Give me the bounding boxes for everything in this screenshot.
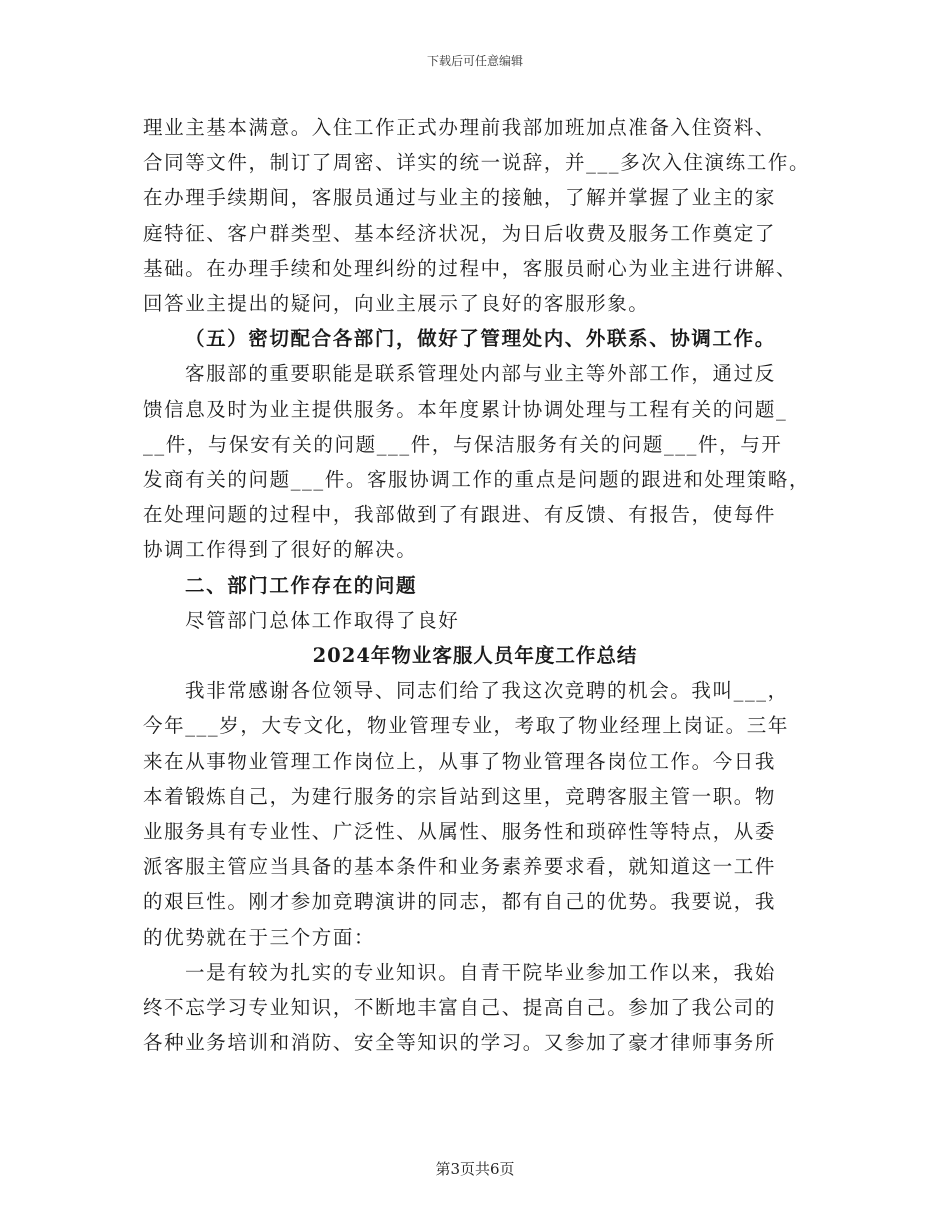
page-header: 下载后可任意编辑 [426, 54, 523, 68]
section-heading: （五）密切配合各部门，做好了管理处内、外联系、协调工作。 [185, 327, 776, 351]
paragraph-line: 庭特征、客户群类型、基本经济状况，为日后收费及服务工作奠定了 [143, 221, 777, 245]
paragraph-line: 我非常感谢各位领导、同志们给了我这次竞聘的机会。我叫___， [185, 679, 789, 703]
paragraph-line: 一是有较为扎实的专业知识。自青干院毕业参加工作以来，我始 [185, 960, 776, 984]
paragraph-line: 尽管部门总体工作取得了良好 [185, 608, 460, 632]
paragraph-line: 本着锻炼自己，为建行服务的宗旨站到这里，竞聘客服主管一职。物 [143, 784, 777, 808]
document-title: 2024年物业客服人员年度工作总结 [312, 644, 638, 667]
paragraph-line: __件，与保安有关的问题___件，与保洁服务有关的问题___件，与开 [143, 432, 783, 456]
paragraph-line: 各种业务培训和消防、安全等知识的学习。又参加了豪才律师事务所 [143, 1031, 777, 1055]
section-heading: 二、部门工作存在的问题 [185, 573, 418, 597]
paragraph-line: 终不忘学习专业知识，不断地丰富自己、提高自己。参加了我公司的 [143, 996, 777, 1019]
page-footer: 第3页共6页 [435, 1160, 515, 1178]
paragraph-line: 在办理手续期间，客服员通过与业主的接触，了解并掌握了业主的家 [143, 186, 777, 210]
paragraph-line: 来在从事物业管理工作岗位上，从事了物业管理各岗位工作。今日我 [143, 749, 777, 773]
paragraph-line: 在处理问题的过程中，我部做到了有跟进、有反馈、有报告，使每件 [143, 503, 777, 527]
paragraph-line: 派客服主管应当具备的基本条件和业务素养要求看，就知道这一工件 [143, 855, 777, 879]
paragraph-line: 馈信息及时为业主提供服务。本年度累计协调处理与工程有关的问题_ [143, 397, 788, 421]
paragraph-line: 理业主基本满意。入住工作正式办理前我部加班加点准备入住资料、 [143, 116, 777, 139]
paragraph-line: 客服部的重要职能是联系管理处内部与业主等外部工作，通过反 [185, 362, 776, 386]
paragraph-line: 今年___岁，大专文化，物业管理专业，考取了物业经理上岗证。三年 [143, 714, 789, 738]
paragraph-line: 协调工作得到了很好的解决。 [143, 538, 418, 562]
paragraph-line: 业服务具有专业性、广泛性、从属性、服务性和琐碎性等特点，从委 [143, 820, 777, 843]
paragraph-line: 基础。在办理手续和处理纠纷的过程中，客服员耐心为业主进行讲解、 [143, 256, 798, 280]
paragraph-line: 发商有关的问题___件。客服协调工作的重点是问题的跟进和处理策略， [143, 468, 811, 491]
paragraph-line: 回答业主提出的疑问，向业主展示了良好的客服形象。 [143, 292, 650, 315]
paragraph-line: 的艰巨性。刚才参加竞聘演讲的同志，都有自己的优势。我要说，我 [143, 890, 777, 914]
paragraph-line: 合同等文件，制订了周密、详实的统一说辞，并___多次入住演练工作。 [143, 151, 811, 175]
paragraph-line: 的优势就在于三个方面： [143, 925, 376, 949]
